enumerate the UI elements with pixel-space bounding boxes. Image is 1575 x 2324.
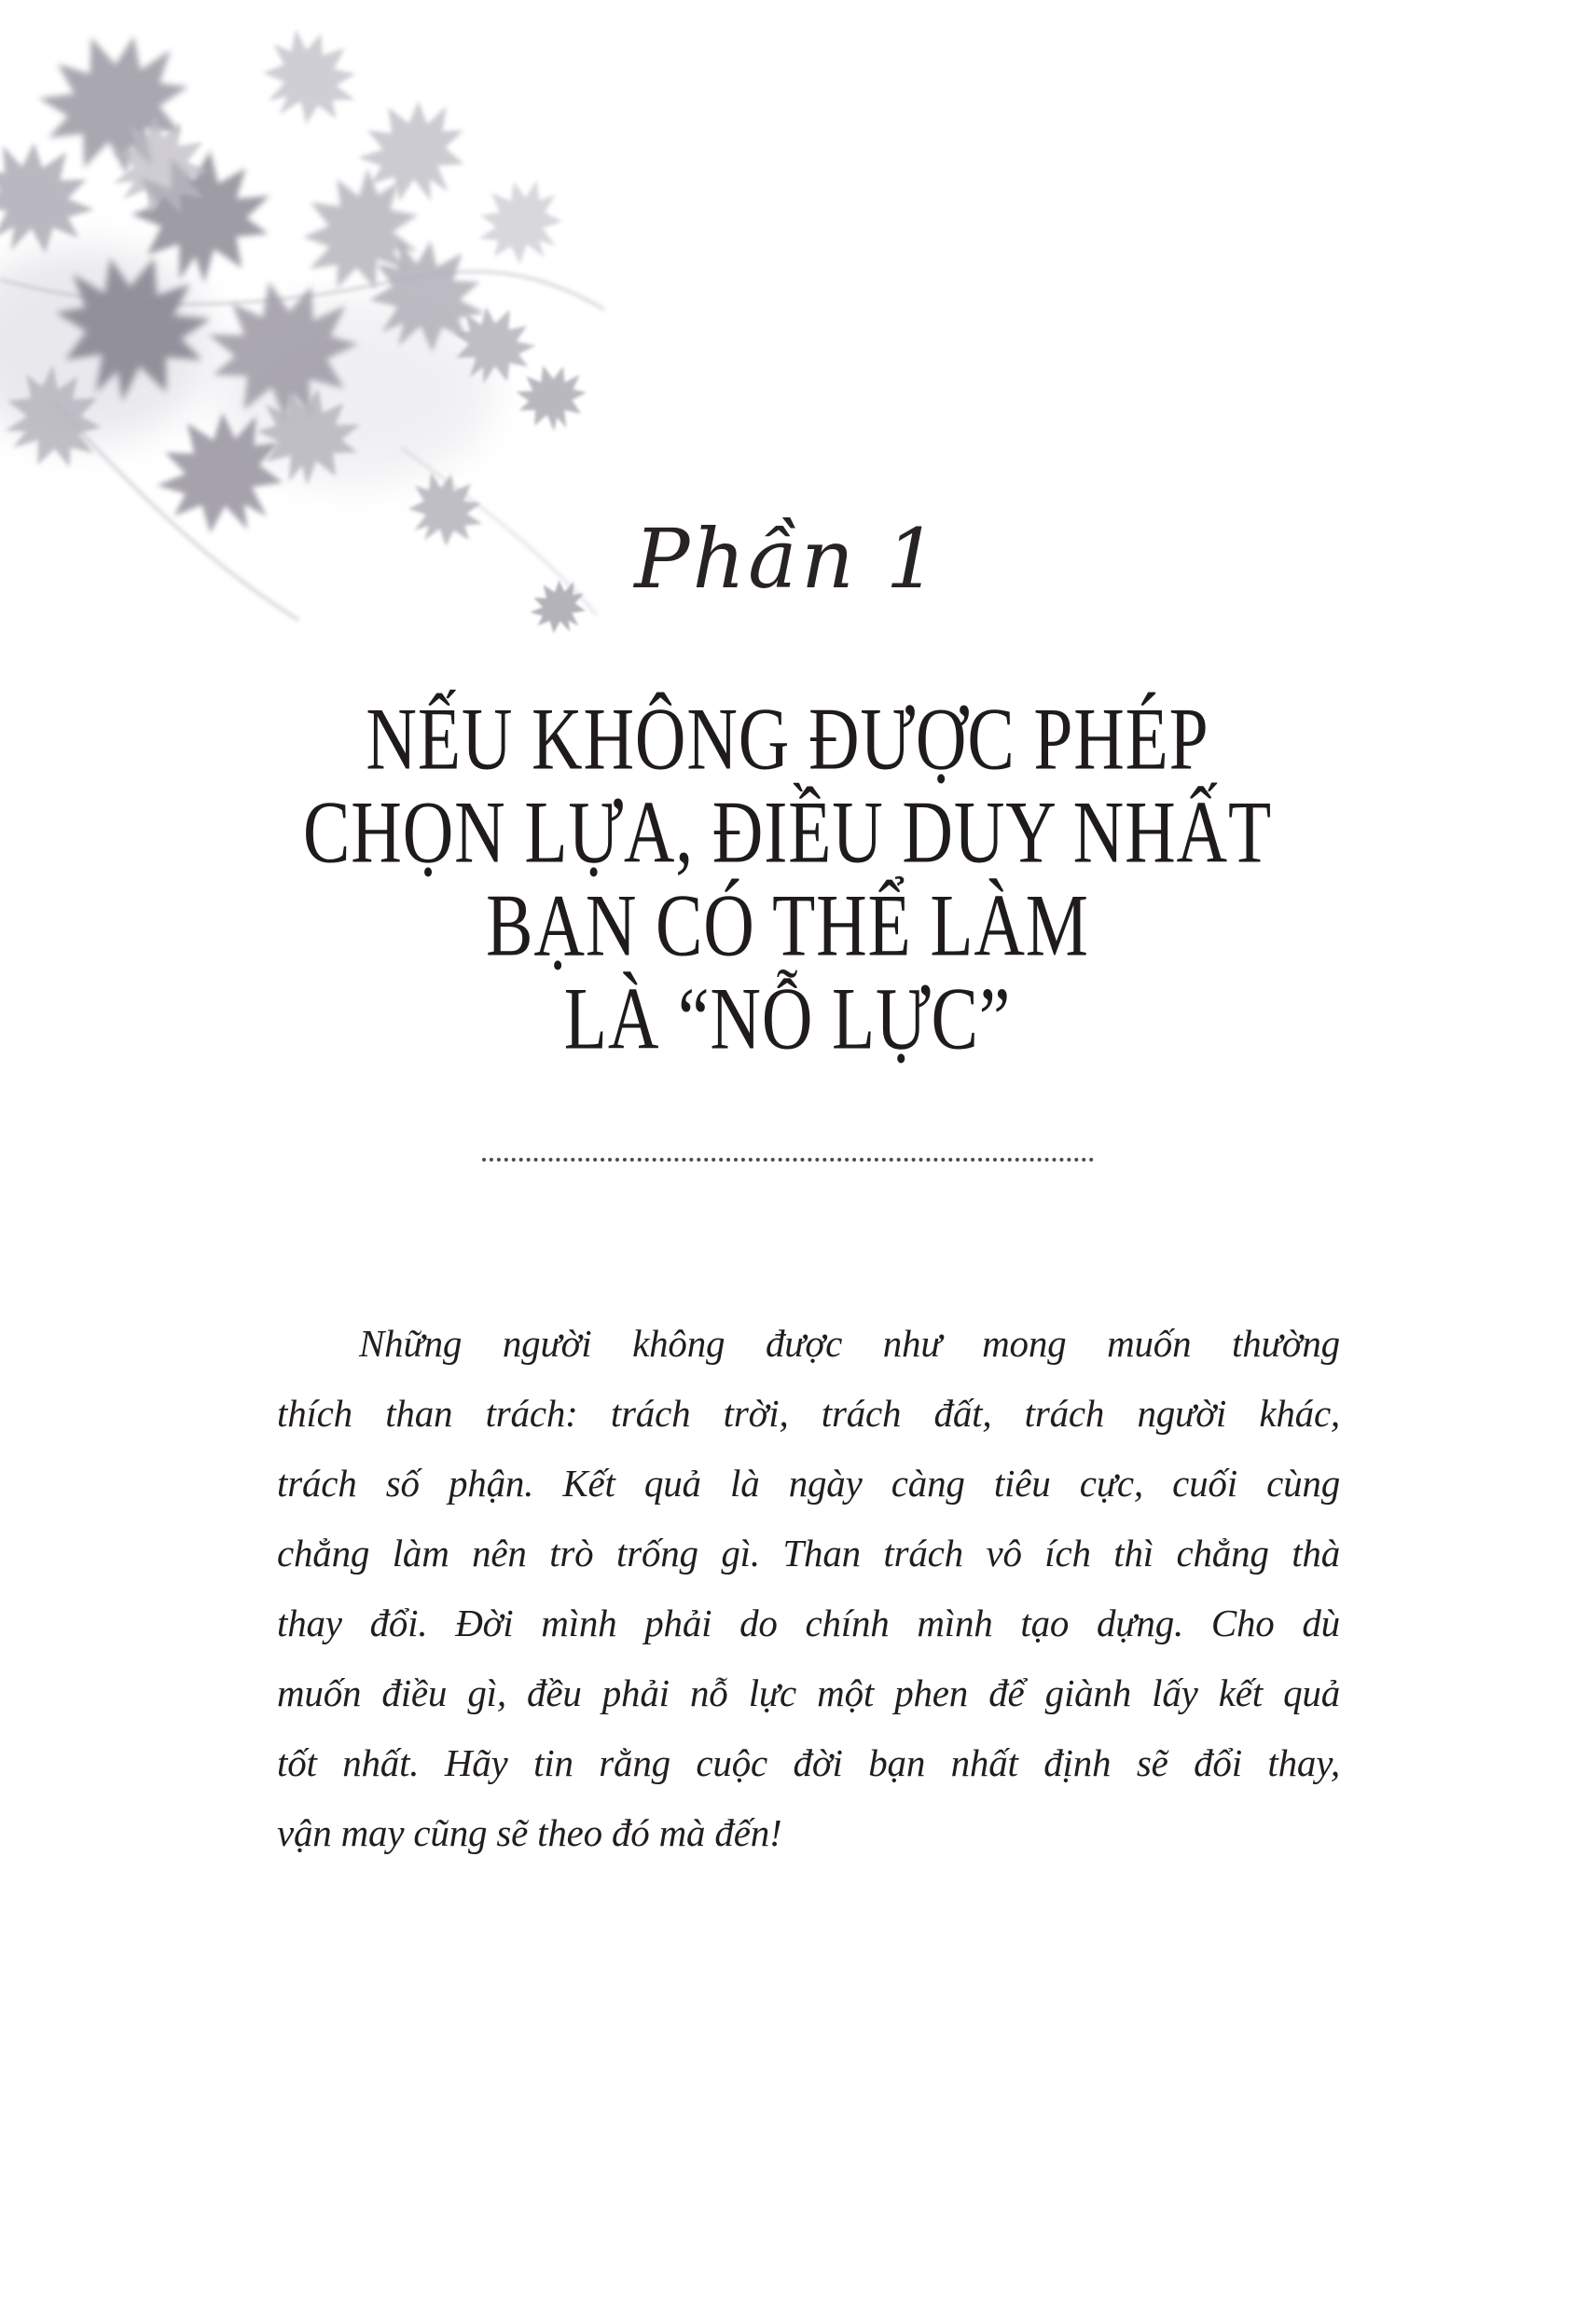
paragraph-line: vận may cũng sẽ theo đó mà đến! [277,1811,782,1854]
paragraph-line: Những người không được như mong muốn thường [359,1322,1340,1365]
paragraph-line: thay đổi. Đời mình phải do chính mình tạo dựng. Cho dù [277,1602,1340,1644]
chapter-title-line-1: NẾU KHÔNG ĐƯỢC PHÉP [366,691,1209,789]
paragraph-line: trách số phận. Kết quả là ngày càng tiêu cực, cuối cùng [277,1462,1340,1505]
paragraph-line: thích than trách: trách trời, trách đất, trách người khác, [277,1392,1340,1435]
body-paragraph [277,1309,1340,1868]
chapter-title-line-2: CHỌN LỰA, ĐIỀU DUY NHẤT [303,784,1272,882]
chapter-title-line-4: LÀ “NỖ LỰC” [563,970,1012,1068]
part-label: Phần 1 [634,511,941,607]
chapter-title [0,691,1575,1068]
paragraph-line: chẳng làm nên trò trống gì. Than trách vô ích thì chẳng thà [277,1532,1340,1575]
dotted-divider [482,1158,1094,1162]
chapter-title-line-3: BẠN CÓ THỂ LÀM [486,877,1089,975]
paragraph-line: tốt nhất. Hãy tin rằng cuộc đời bạn nhất định sẽ đổi thay, [277,1741,1340,1784]
paragraph-line: muốn điều gì, đều phải nỗ lực một phen để giành lấy kết quả [277,1671,1340,1714]
